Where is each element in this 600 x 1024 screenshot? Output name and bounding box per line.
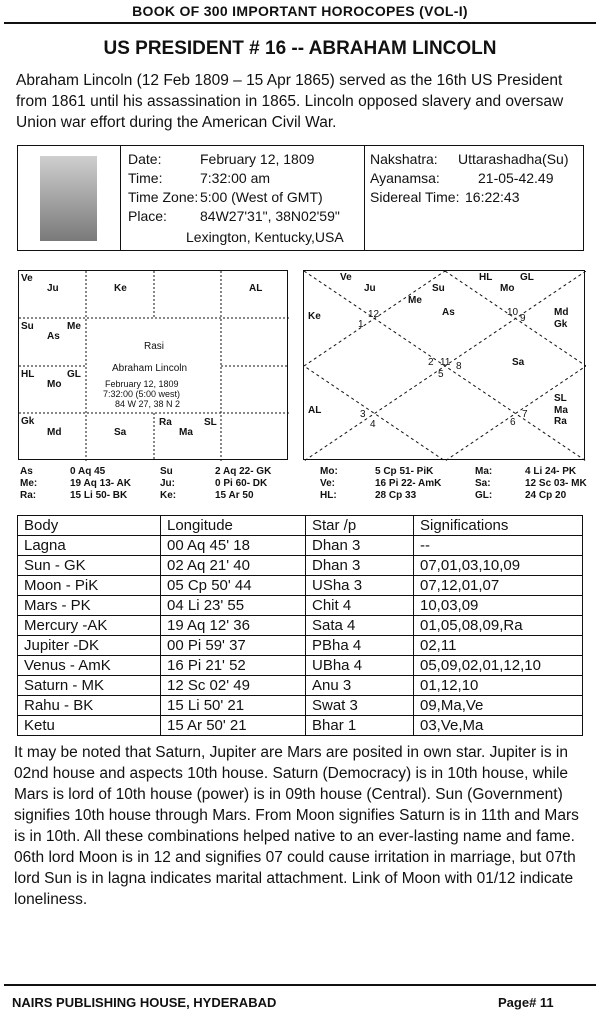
north-su: Su <box>432 283 445 294</box>
rasi-as: As <box>47 331 60 342</box>
positions-row <box>20 490 590 502</box>
rasi-chart <box>18 270 288 460</box>
table-cell: 07,01,03,10,09 <box>414 556 583 576</box>
table-row <box>18 716 583 736</box>
north-gk: Gk <box>554 319 568 330</box>
rasi-ke: Ke <box>114 283 127 294</box>
north-ma: Ma <box>554 405 568 416</box>
position-cell: 2 Aq 22- GK <box>215 466 272 477</box>
table-cell: 01,12,10 <box>414 676 583 696</box>
footer-rule <box>4 984 596 986</box>
table-cell: 02 Aq 21' 40 <box>161 556 306 576</box>
table-cell: Swat 3 <box>306 696 414 716</box>
value-nakshatra: Uttarashadha(Su) <box>458 151 569 167</box>
header-body: Body <box>18 516 161 536</box>
position-cell: 15 Ar 50 <box>215 490 254 501</box>
north-h8: 8 <box>456 361 462 372</box>
table-cell: 16 Pi 21' 52 <box>161 656 306 676</box>
rasi-ma: Ma <box>179 427 193 438</box>
table-cell: Saturn - MK <box>18 676 161 696</box>
label-nakshatra: Nakshatra: <box>370 151 438 167</box>
table-cell: 09,Ma,Ve <box>414 696 583 716</box>
position-cell: 16 Pi 22- AmK <box>375 478 442 489</box>
position-cell: Me: <box>20 478 38 489</box>
north-h5: 5 <box>438 369 444 380</box>
label-ayanamsa: Ayanamsa: <box>370 170 440 186</box>
table-cell: Chit 4 <box>306 596 414 616</box>
table-row <box>18 596 583 616</box>
value-sidereal: 16:22:43 <box>465 189 520 205</box>
position-cell: 4 Li 24- PK <box>525 466 577 477</box>
table-cell: Jupiter -DK <box>18 636 161 656</box>
north-sa: Sa <box>512 357 525 368</box>
north-sl: SL <box>554 393 567 404</box>
rasi-date: February 12, 1809 <box>105 379 179 389</box>
table-cell: Anu 3 <box>306 676 414 696</box>
table-cell: Sun - GK <box>18 556 161 576</box>
table-cell: 12 Sc 02' 49 <box>161 676 306 696</box>
table-cell: Dhan 3 <box>306 536 414 556</box>
north-mo: Mo <box>500 283 515 294</box>
north-ke: Ke <box>308 311 321 322</box>
position-cell: HL: <box>320 490 337 501</box>
table-row <box>18 656 583 676</box>
north-me: Me <box>408 295 422 306</box>
table-cell: 19 Aq 12' 36 <box>161 616 306 636</box>
table-row <box>18 556 583 576</box>
position-cell: Ju: <box>160 478 175 489</box>
table-header-row <box>18 516 583 536</box>
north-al: AL <box>308 405 322 416</box>
position-cell: 19 Aq 13- AK <box>70 478 131 489</box>
position-cell: 24 Cp 20 <box>525 490 567 501</box>
header-longitude: Longitude <box>161 516 306 536</box>
table-cell: 05,09,02,01,12,10 <box>414 656 583 676</box>
header-significations: Significations <box>414 516 583 536</box>
rasi-al: AL <box>249 283 263 294</box>
table-cell: Bhar 1 <box>306 716 414 736</box>
label-time: Time: <box>128 170 163 186</box>
table-cell: 00 Aq 45' 18 <box>161 536 306 556</box>
rasi-sl: SL <box>204 417 217 428</box>
table-cell: 05 Cp 50' 44 <box>161 576 306 596</box>
position-cell: GL: <box>475 490 493 501</box>
position-cell: 0 Pi 60- DK <box>215 478 268 489</box>
north-ve: Ve <box>340 272 352 283</box>
table-cell: 15 Li 50' 21 <box>161 696 306 716</box>
north-hl: HL <box>479 272 493 283</box>
table-cell: 04 Li 23' 55 <box>161 596 306 616</box>
label-place: Place: <box>128 208 167 224</box>
positions-row <box>20 478 590 490</box>
rasi-hl: HL <box>21 369 35 380</box>
table-cell: 01,05,08,09,Ra <box>414 616 583 636</box>
header-rule <box>4 22 596 24</box>
value-date: February 12, 1809 <box>200 151 315 167</box>
position-cell: As <box>20 466 33 477</box>
publisher: NAIRS PUBLISHING HOUSE, HYDERABAD <box>12 995 277 1010</box>
position-cell: 15 Li 50- BK <box>70 490 128 501</box>
position-cell: 12 Sc 03- MK <box>525 478 587 489</box>
rasi-coords: 84 W 27, 38 N 2 <box>115 399 181 409</box>
table-cell: -- <box>414 536 583 556</box>
north-h1: 1 <box>358 319 364 330</box>
rasi-time: 7:32:00 (5:00 west) <box>103 389 181 399</box>
page-number: Page# 11 <box>498 995 554 1010</box>
table-cell: UBha 4 <box>306 656 414 676</box>
label-sidereal: Sidereal Time: <box>370 189 460 205</box>
value-timezone: 5:00 (West of GMT) <box>200 189 323 205</box>
table-cell: 02,11 <box>414 636 583 656</box>
north-h10: 10 <box>507 307 519 318</box>
table-cell: 10,03,09 <box>414 596 583 616</box>
north-gl: GL <box>520 272 534 283</box>
table-cell: Venus - AmK <box>18 656 161 676</box>
table-cell: Lagna <box>18 536 161 556</box>
north-md: Md <box>554 307 569 318</box>
position-cell: 5 Cp 51- PiK <box>375 466 434 477</box>
table-cell: Rahu - BK <box>18 696 161 716</box>
rasi-ra: Ra <box>159 417 172 428</box>
table-cell: USha 3 <box>306 576 414 596</box>
north-ju: Ju <box>364 283 376 294</box>
label-date: Date: <box>128 151 162 167</box>
header-star: Star /p <box>306 516 414 536</box>
table-cell: Sata 4 <box>306 616 414 636</box>
rasi-md: Md <box>47 427 62 438</box>
position-cell: Ke: <box>160 490 177 501</box>
positions-row <box>20 466 590 478</box>
position-cell: 28 Cp 33 <box>375 490 417 501</box>
table-cell: 07,12,01,07 <box>414 576 583 596</box>
north-h6: 6 <box>510 417 516 428</box>
table-row <box>18 636 583 656</box>
value-time: 7:32:00 am <box>200 170 271 186</box>
table-row <box>18 696 583 716</box>
position-cell: Su <box>160 466 173 477</box>
rasi-sa: Sa <box>114 427 127 438</box>
position-cell: Ra: <box>20 490 37 501</box>
birth-info-box <box>17 145 584 251</box>
table-cell: 03,Ve,Ma <box>414 716 583 736</box>
north-as: As <box>442 307 455 318</box>
positions-strip <box>20 466 590 502</box>
table-row <box>18 676 583 696</box>
value-place: Lexington, Kentucky,USA <box>186 229 344 245</box>
position-cell: 0 Aq 45 <box>70 466 106 477</box>
rasi-su: Su <box>21 321 34 332</box>
table-cell: Mars - PK <box>18 596 161 616</box>
table-cell: Ketu <box>18 716 161 736</box>
table-cell: Dhan 3 <box>306 556 414 576</box>
rasi-me: Me <box>67 321 81 332</box>
position-cell: Mo: <box>320 466 338 477</box>
rasi-ve: Ve <box>21 273 33 284</box>
north-h11: 11 <box>440 357 451 368</box>
value-coords: 84W27'31", 38N02'59" <box>200 208 340 224</box>
rasi-gk: Gk <box>21 416 35 427</box>
north-ra: Ra <box>554 416 567 427</box>
label-timezone: Time Zone: <box>128 189 199 205</box>
position-cell: Ma: <box>475 466 493 477</box>
table-row <box>18 576 583 596</box>
rasi-ju: Ju <box>47 283 59 294</box>
planet-table <box>17 515 583 736</box>
analysis-paragraph: It may be noted that Saturn, Jupiter are Mars are posited in own star. Jupiter is in 02nd house and aspects 10th house. Saturn (Democracy) is in 10th house, while Mars is lord of 10th house (power) is in 09th house (Central). Sun (Government) signifies 10th house through Mars. From Moon signifies Saturn is in 11th and Mars is in 10th. All these combinations helped native to an ever-lasting name and fame. 06th lord Moon is in 12 and signifies 07 could cause irritation in marriage, but 07th lord Sun is in lagna indicates marital attachment. Link of Moon with 01/12 indicate loneliness. <box>14 744 579 908</box>
page-title: US PRESIDENT # 16 -- ABRAHAM LINCOLN <box>103 38 497 59</box>
table-row <box>18 536 583 556</box>
value-ayanamsa: 21-05-42.49 <box>478 170 554 186</box>
table-cell: 15 Ar 50' 21 <box>161 716 306 736</box>
table-cell: PBha 4 <box>306 636 414 656</box>
rasi-label: Rasi <box>144 341 165 352</box>
table-cell: 00 Pi 59' 37 <box>161 636 306 656</box>
rasi-native-name: Abraham Lincoln <box>112 363 188 374</box>
north-h7: 7 <box>522 409 528 420</box>
table-cell: Moon - PiK <box>18 576 161 596</box>
table-row <box>18 616 583 636</box>
portrait-image <box>40 156 97 241</box>
north-h12: 12 <box>368 309 380 320</box>
rasi-gl: GL <box>67 369 81 380</box>
book-title: BOOK OF 300 IMPORTANT HOROCOPES (VOL-I) <box>132 3 468 19</box>
intro-paragraph: Abraham Lincoln (12 Feb 1809 – 15 Apr 1865) served as the 16th US President from 1861 until his assassination in 1865. Lincoln opposed slavery and oversaw Union war effort during the American Civil War. <box>16 72 564 131</box>
north-h2: 2 <box>428 357 434 368</box>
position-cell: Sa: <box>475 478 491 489</box>
rasi-mo: Mo <box>47 379 62 390</box>
north-chart <box>303 270 585 460</box>
table-cell: Mercury -AK <box>18 616 161 636</box>
position-cell: Ve: <box>320 478 336 489</box>
north-h9: 9 <box>520 313 526 324</box>
north-h4: 4 <box>370 419 376 430</box>
north-h3: 3 <box>360 409 366 420</box>
